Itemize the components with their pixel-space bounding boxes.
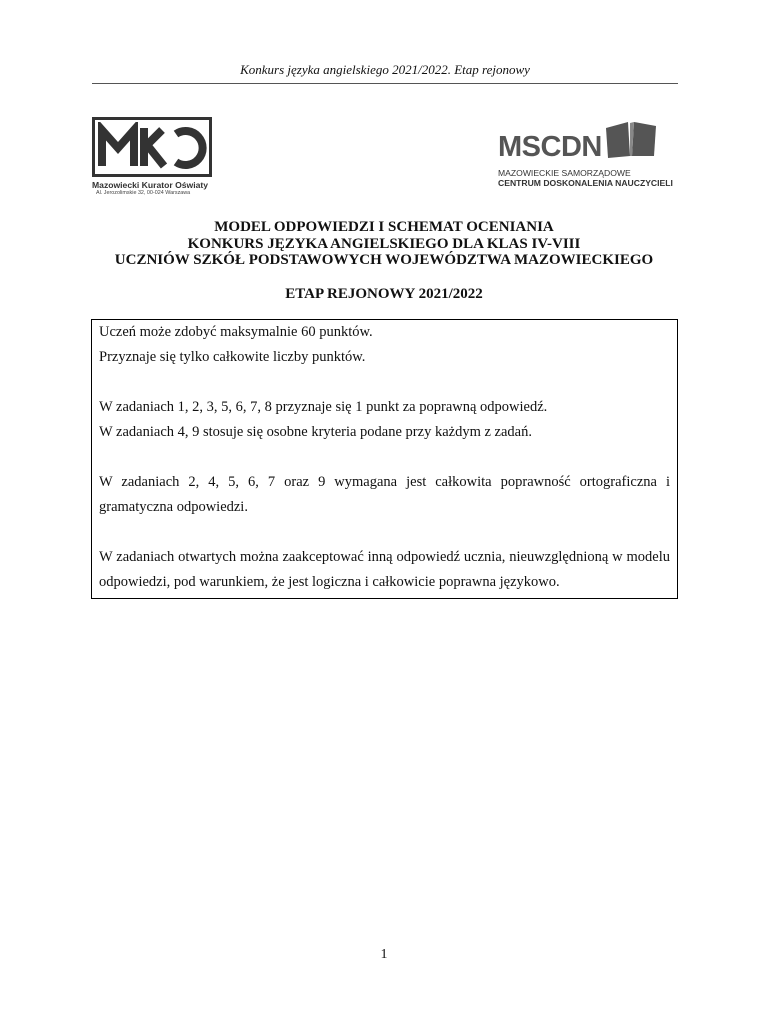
mko-name: Mazowiecki Kurator Oświaty bbox=[92, 180, 209, 190]
rule-max-points: Uczeń może zdobyć maksymalnie 60 punktów. bbox=[99, 324, 373, 340]
mscdn-logo bbox=[498, 120, 678, 188]
rules-box bbox=[91, 319, 678, 599]
rule-separate-criteria: W zadaniach 4, 9 stosuje się osobne kryteria podane przy każdym z zadań. bbox=[99, 424, 532, 440]
running-header: Konkurs języka angielskiego 2021/2022. Etap rejonowy bbox=[240, 62, 530, 77]
mko-address: Al. Jerozolimskie 32, 00-024 Warszawa bbox=[96, 190, 191, 196]
title-line-3: UCZNIÓW SZKÓŁ PODSTAWOWYCH WOJEWÓDZTWA MAZOWIECKIEGO bbox=[114, 252, 654, 268]
document-title bbox=[60, 219, 708, 269]
mscdn-wordmark: MSCDN bbox=[498, 131, 602, 163]
rule-one-point: W zadaniach 1, 2, 3, 5, 6, 7, 8 przyznaje się 1 punkt za poprawną odpowiedź. bbox=[99, 399, 548, 415]
mscdn-subtitle-1: MAZOWIECKIE SAMORZĄDOWE bbox=[498, 168, 631, 178]
mko-logo-mark bbox=[92, 117, 212, 177]
rule-open-answers: W zadaniach otwartych można zaakceptować inną odpowiedź ucznia, nieuwzględnioną w modelu odpowiedzi, pod warunkiem, że jest logiczna i całkowicie poprawna językowo. bbox=[99, 549, 670, 590]
header-rule bbox=[92, 83, 678, 84]
title-line-1: MODEL ODPOWIEDZI I SCHEMAT OCENIANIA bbox=[214, 219, 554, 235]
mko-logo bbox=[92, 117, 216, 196]
page-number: 1 bbox=[380, 947, 388, 962]
rule-whole-points: Przyznaje się tylko całkowite liczby punktów. bbox=[99, 349, 366, 365]
rule-spelling-grammar: W zadaniach 2, 4, 5, 6, 7 oraz 9 wymagana jest całkowita poprawność ortograficzna i gramatyczna odpowiedzi. bbox=[99, 474, 670, 515]
mko-letters-icon bbox=[96, 122, 208, 172]
open-book-icon bbox=[604, 120, 658, 160]
title-line-2: KONKURS JĘZYKA ANGIELSKIEGO DLA KLAS IV-VIII bbox=[187, 235, 581, 252]
stage-heading: ETAP REJONOWY 2021/2022 bbox=[285, 286, 483, 302]
mscdn-subtitle-2: CENTRUM DOSKONALENIA NAUCZYCIELI bbox=[498, 178, 673, 188]
